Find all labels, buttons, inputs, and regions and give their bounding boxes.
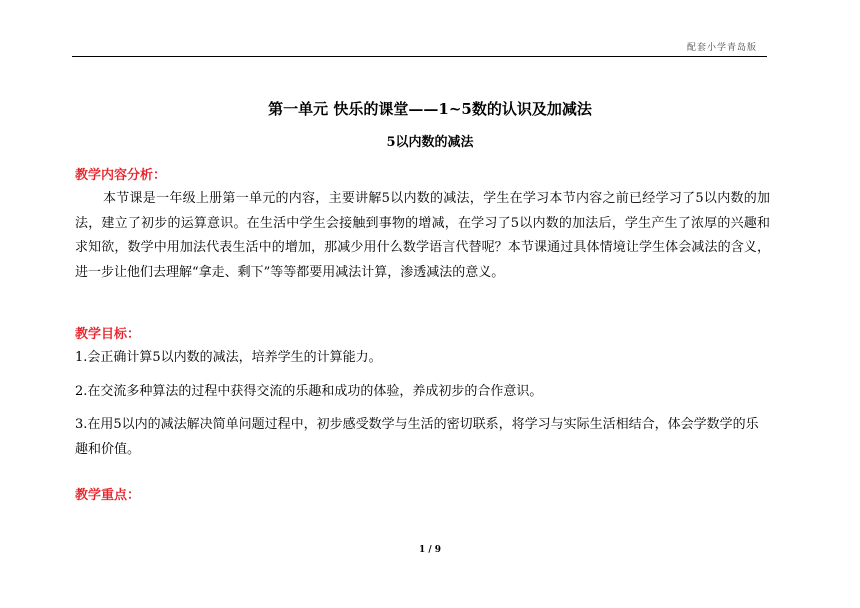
goal-item-1: 1.会正确计算5以内数的减法，培养学生的计算能力。: [75, 350, 382, 365]
goal-item-2: 2.在交流多种算法的过程中获得交流的乐趣和成功的体验，养成初步的合作意识。: [75, 384, 543, 399]
content-analysis-paragraph: 本节课是一年级上册第一单元的内容，主要讲解5以内数的减法，学生在学习本节内容之前已经学习了5以内数的加法，建立了初步的运算意识。在生活中学生会接触到事物的增减，在学习了5以内数的加法后，学生产生了浓厚的兴趣和求知欲，数学中用加法代表生活中的增加，那减少用什么数学语言代替呢？本节课通过具体情境让学生体会减法的含义，进一步让他们去理解“拿走、剩下”等等都要用减法计算，渗透减法的意义。: [75, 191, 770, 280]
section-heading-teaching-goals: 教学目标：: [75, 327, 141, 342]
document-subtitle: 5以内数的减法: [386, 135, 474, 150]
header-note: 配套小学青岛版: [686, 43, 757, 53]
page-number: 1 / 9: [418, 545, 442, 555]
header-rule: [72, 56, 767, 57]
section-heading-content-analysis: 教学内容分析：: [75, 168, 167, 183]
goal-item-3: 3.在用5以内的减法解决简单问题过程中，初步感受数学与生活的密切联系，将学习与实际生活相结合，体会学数学的乐趣和价值。: [75, 417, 759, 457]
section-heading-teaching-focus: 教学重点：: [75, 488, 141, 503]
document-title: 第一单元 快乐的课堂——1~5数的认识及加减法: [268, 100, 592, 118]
